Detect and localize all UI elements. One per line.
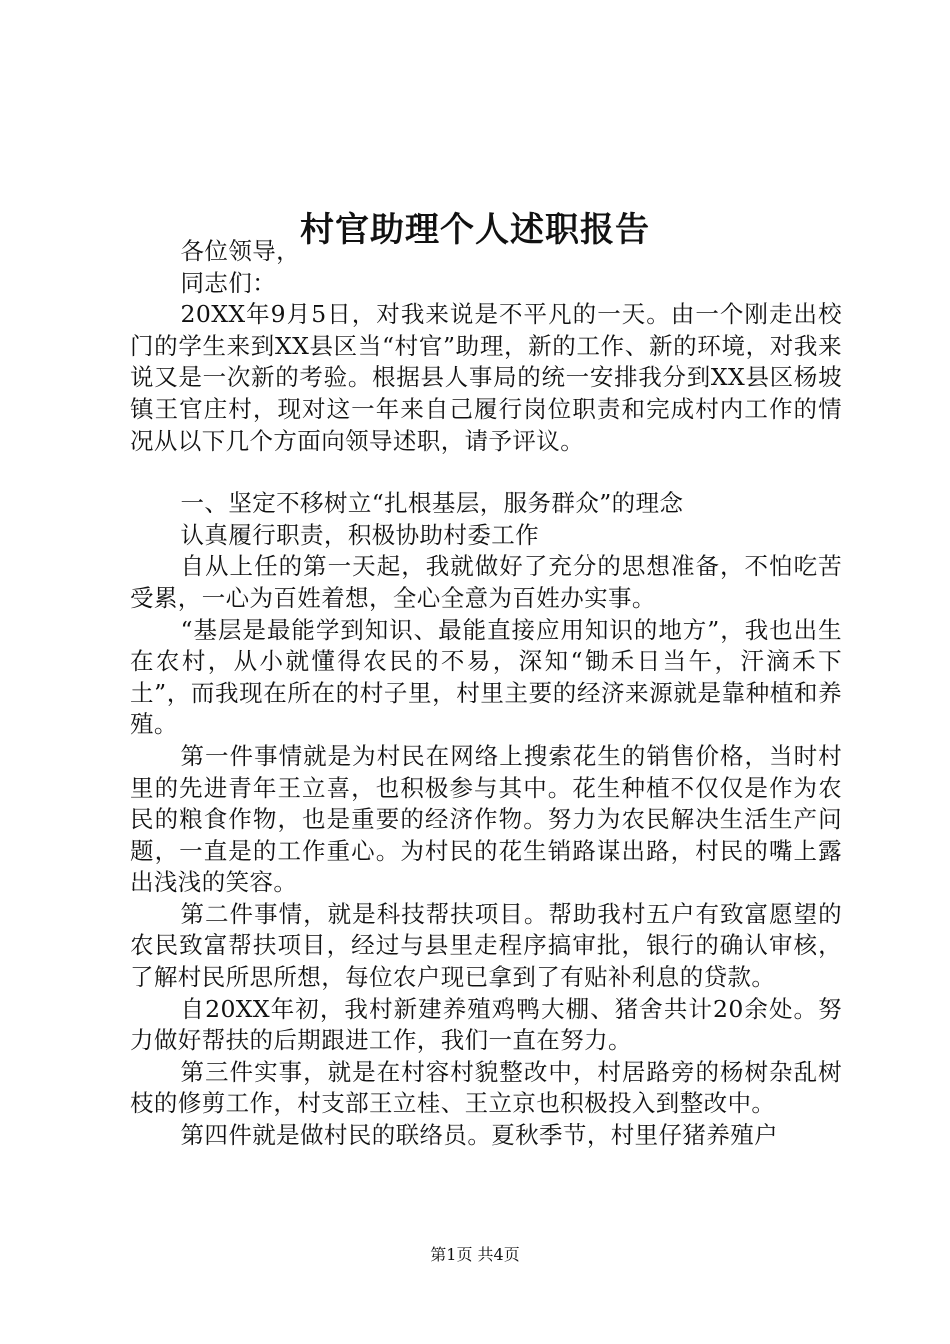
body-paragraph: 第四件就是做村民的联络员。夏秋季节，村里仔猪养殖户 (180, 1121, 779, 1150)
section-heading: 一、坚定不移树立“扎根基层，服务群众”的理念 (180, 489, 684, 518)
body-paragraph: 第三件实事，就是在村容村貌整改中，村居路旁的杨树杂乱树枝的修剪工作，村支部王立桂、王立京也积极投入到整改中。 (130, 1057, 842, 1118)
body-paragraph: 自20XX年初，我村新建养殖鸡鸭大棚、猪舍共计20余处。努力做好帮扶的后期跟进工作，我们一直在努力。 (130, 994, 842, 1055)
section-subheading: 认真履行职责，积极协助村委工作 (180, 520, 540, 549)
page-number-footer: 第1页 共4页 (430, 1245, 520, 1264)
body-paragraph: 第一件事情就是为村民在网络上搜索花生的销售价格，当时村里的先进青年王立喜，也积极参与其中。花生种植不仅仅是作为农民的粮食作物，也是重要的经济作物。努力为农民解决生活生产问题，一直是的工作重心。为村民的花生销路谋出路，村民的嘴上露出浅浅的笑容。 (130, 741, 842, 897)
body-paragraph: 第二件事情，就是科技帮扶项目。帮助我村五户有致富愿望的农民致富帮扶项目，经过与县里走程序搞审批，银行的确认审核，了解村民所思所想，每位农户现已拿到了有贴补利息的贷款。 (130, 899, 842, 992)
body-paragraph: “基层是最能学到知识、最能直接应用知识的地方”，我也出生在农村，从小就懂得农民的不易，深知“锄禾日当午，汗滴禾下土”，而我现在所在的村子里，村里主要的经济来源就是靠种植和养殖。 (130, 615, 842, 739)
document-title: 村官助理个人述职报告 (300, 209, 650, 250)
document-body (130, 236, 842, 1152)
intro-paragraph: 20XX年9月5日，对我来说是不平凡的一天。由一个刚走出校门的学生来到XX县区当“村官”助理，新的工作、新的环境，对我来说又是一次新的考验。根据县人事局的统一安排我分到XX县区杨坡镇王官庄村，现对这一年来自己履行岗位职责和完成村内工作的情况从以下几个方面向领导述职，请予评议。 (130, 300, 842, 455)
salutation-comrades: 同志们： (180, 268, 277, 297)
body-paragraph: 自从上任的第一天起，我就做好了充分的思想准备，不怕吃苦受累，一心为百姓着想，全心全意为百姓办实事。 (130, 552, 842, 612)
salutation-leaders: 各位领导， (180, 237, 301, 265)
